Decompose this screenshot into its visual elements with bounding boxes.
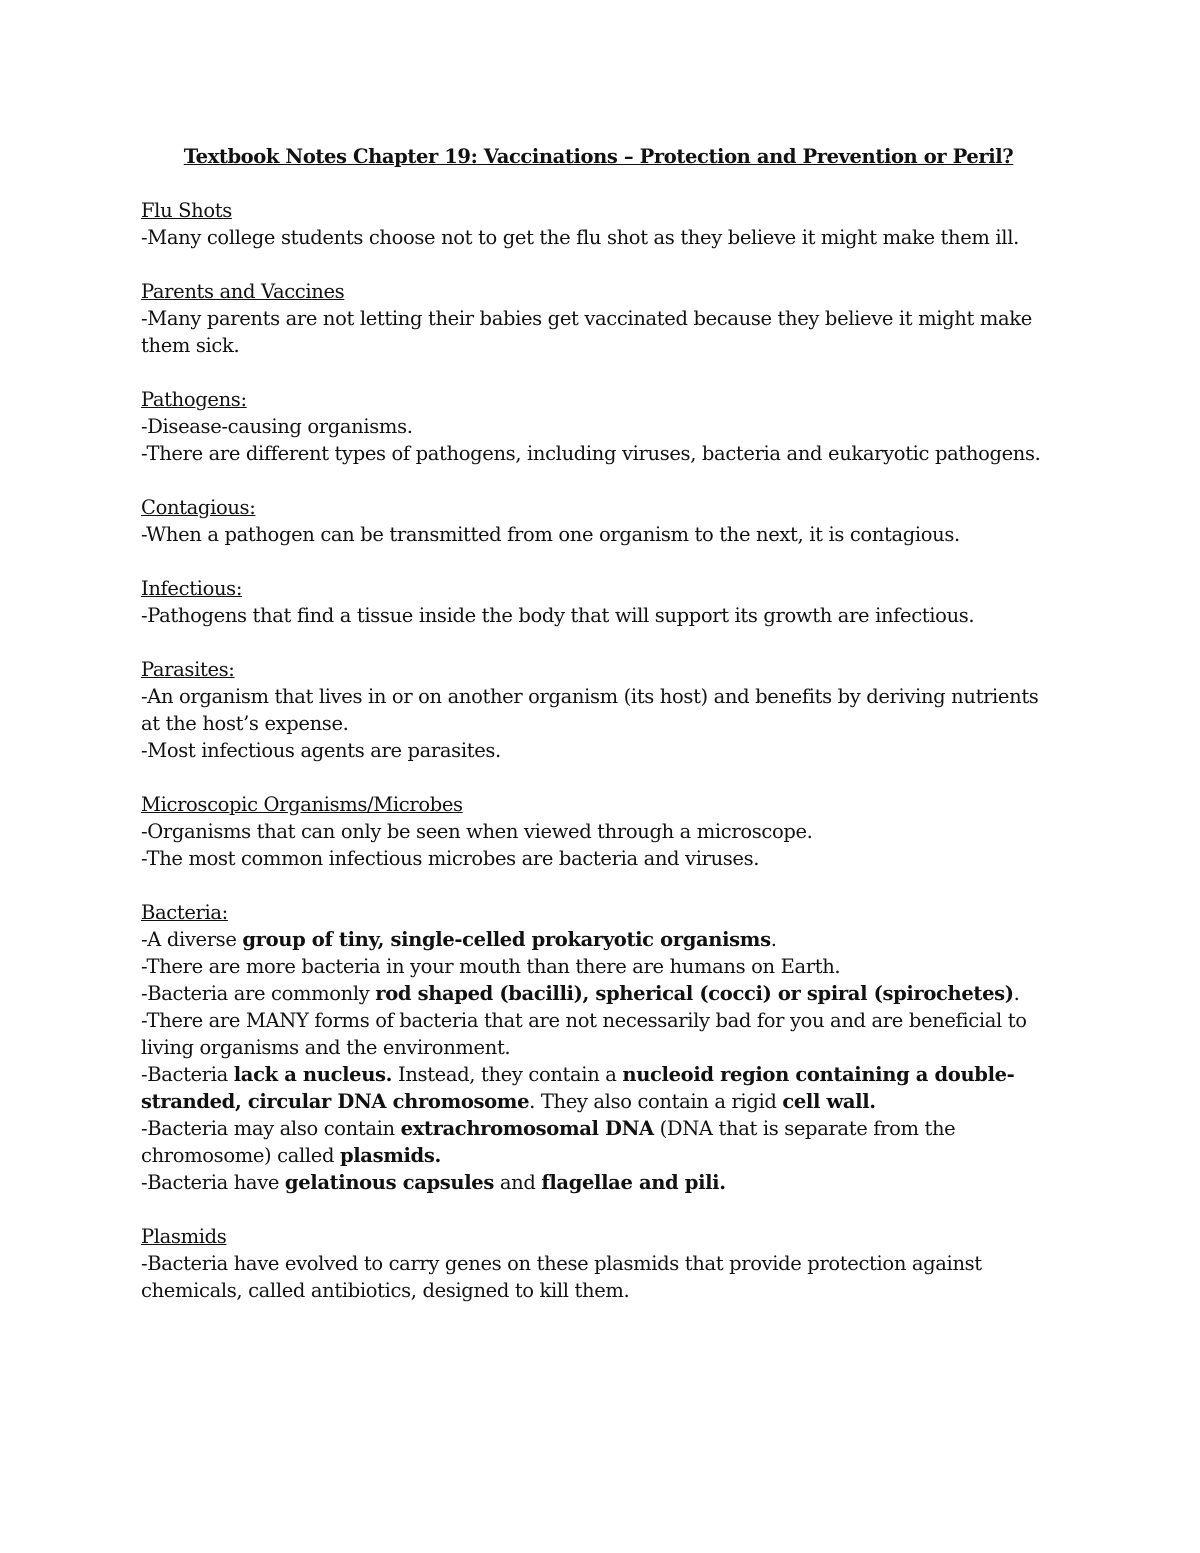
section-parasites	[141, 656, 1056, 764]
note-line	[141, 1115, 1056, 1169]
note-text: and	[494, 1171, 542, 1194]
note-text: (DNA that is separate from the chromosome) called	[141, 1117, 956, 1167]
note-text: -Bacteria are commonly	[141, 982, 376, 1005]
section-heading: Parents and Vaccines	[141, 280, 345, 303]
note-line: -Disease-causing organisms.	[141, 415, 413, 438]
note-bold-text: rod shaped (bacilli), spherical (cocci) or spiral (spirochetes)	[375, 982, 1014, 1005]
note-text: -A diverse	[141, 928, 243, 951]
note-line: -Many parents are not letting their babies get vaccinated because they believe it might make them sick.	[141, 307, 1032, 357]
section-microbes	[141, 791, 1056, 872]
section-plasmids	[141, 1223, 1056, 1304]
note-bold-text: extrachromosomal DNA	[400, 1117, 654, 1140]
note-bold-text: group of tiny, single-celled prokaryotic organisms	[242, 928, 771, 951]
note-line: -When a pathogen can be transmitted from one organism to the next, it is contagious.	[141, 523, 960, 546]
note-line: -There are more bacteria in your mouth than there are humans on Earth.	[141, 955, 841, 978]
note-line	[141, 1061, 1056, 1115]
section-heading: Contagious:	[141, 496, 256, 519]
note-text: . They also contain a rigid	[529, 1090, 783, 1113]
note-line: -Many college students choose not to get the flu shot as they believe it might make them ill.	[141, 226, 1019, 249]
section-contagious	[141, 494, 1056, 548]
section-infectious	[141, 575, 1056, 629]
note-bold-text: gelatinous capsules	[284, 1171, 494, 1194]
note-text: Instead, they contain a	[392, 1063, 623, 1086]
section-heading: Infectious:	[141, 577, 243, 600]
section-heading: Plasmids	[141, 1225, 227, 1248]
note-text: .	[1013, 982, 1020, 1005]
note-line: -Bacteria have evolved to carry genes on these plasmids that provide protection against chemicals, called antibiotics, designed to kill them.	[141, 1252, 982, 1302]
section-pathogens	[141, 386, 1056, 467]
note-line: -Most infectious agents are parasites.	[141, 739, 501, 762]
note-line: -Pathogens that find a tissue inside the body that will support its growth are infectious.	[141, 604, 975, 627]
note-bold-text: plasmids.	[339, 1144, 441, 1167]
note-line	[141, 1169, 1056, 1196]
section-bacteria	[141, 899, 1056, 1196]
section-flu-shots	[141, 197, 1056, 251]
note-bold-text: flagellae and pili.	[541, 1171, 726, 1194]
section-heading: Flu Shots	[141, 199, 232, 222]
section-heading: Microscopic Organisms/Microbes	[141, 793, 463, 816]
note-text: -Bacteria have	[141, 1171, 285, 1194]
note-line	[141, 926, 1056, 953]
note-text: -Bacteria may also contain	[141, 1117, 401, 1140]
section-heading: Parasites:	[141, 658, 235, 681]
document-title: Textbook Notes Chapter 19: Vaccinations – Protection and Prevention or Peril?	[183, 145, 1014, 168]
note-text: .	[770, 928, 777, 951]
note-bold-text: nucleoid region containing a double-stranded, circular DNA chromosome	[141, 1063, 1015, 1113]
note-bold-text: lack a nucleus.	[233, 1063, 393, 1086]
note-line: -An organism that lives in or on another organism (its host) and benefits by deriving nutrients at the host’s expense.	[141, 685, 1039, 735]
note-text: -Bacteria	[141, 1063, 234, 1086]
section-heading: Bacteria:	[141, 901, 228, 924]
note-line: -The most common infectious microbes are bacteria and viruses.	[141, 847, 760, 870]
section-parents-and-vaccines	[141, 278, 1056, 359]
note-line: -There are MANY forms of bacteria that are not necessarily bad for you and are beneficial to living organisms and the environment.	[141, 1009, 1027, 1059]
document-body	[141, 143, 1056, 1331]
note-line	[141, 980, 1056, 1007]
note-line: -There are different types of pathogens, including viruses, bacteria and eukaryotic pathogens.	[141, 442, 1041, 465]
note-bold-text: cell wall.	[782, 1090, 876, 1113]
note-line: -Organisms that can only be seen when viewed through a microscope.	[141, 820, 813, 843]
section-heading: Pathogens:	[141, 388, 247, 411]
